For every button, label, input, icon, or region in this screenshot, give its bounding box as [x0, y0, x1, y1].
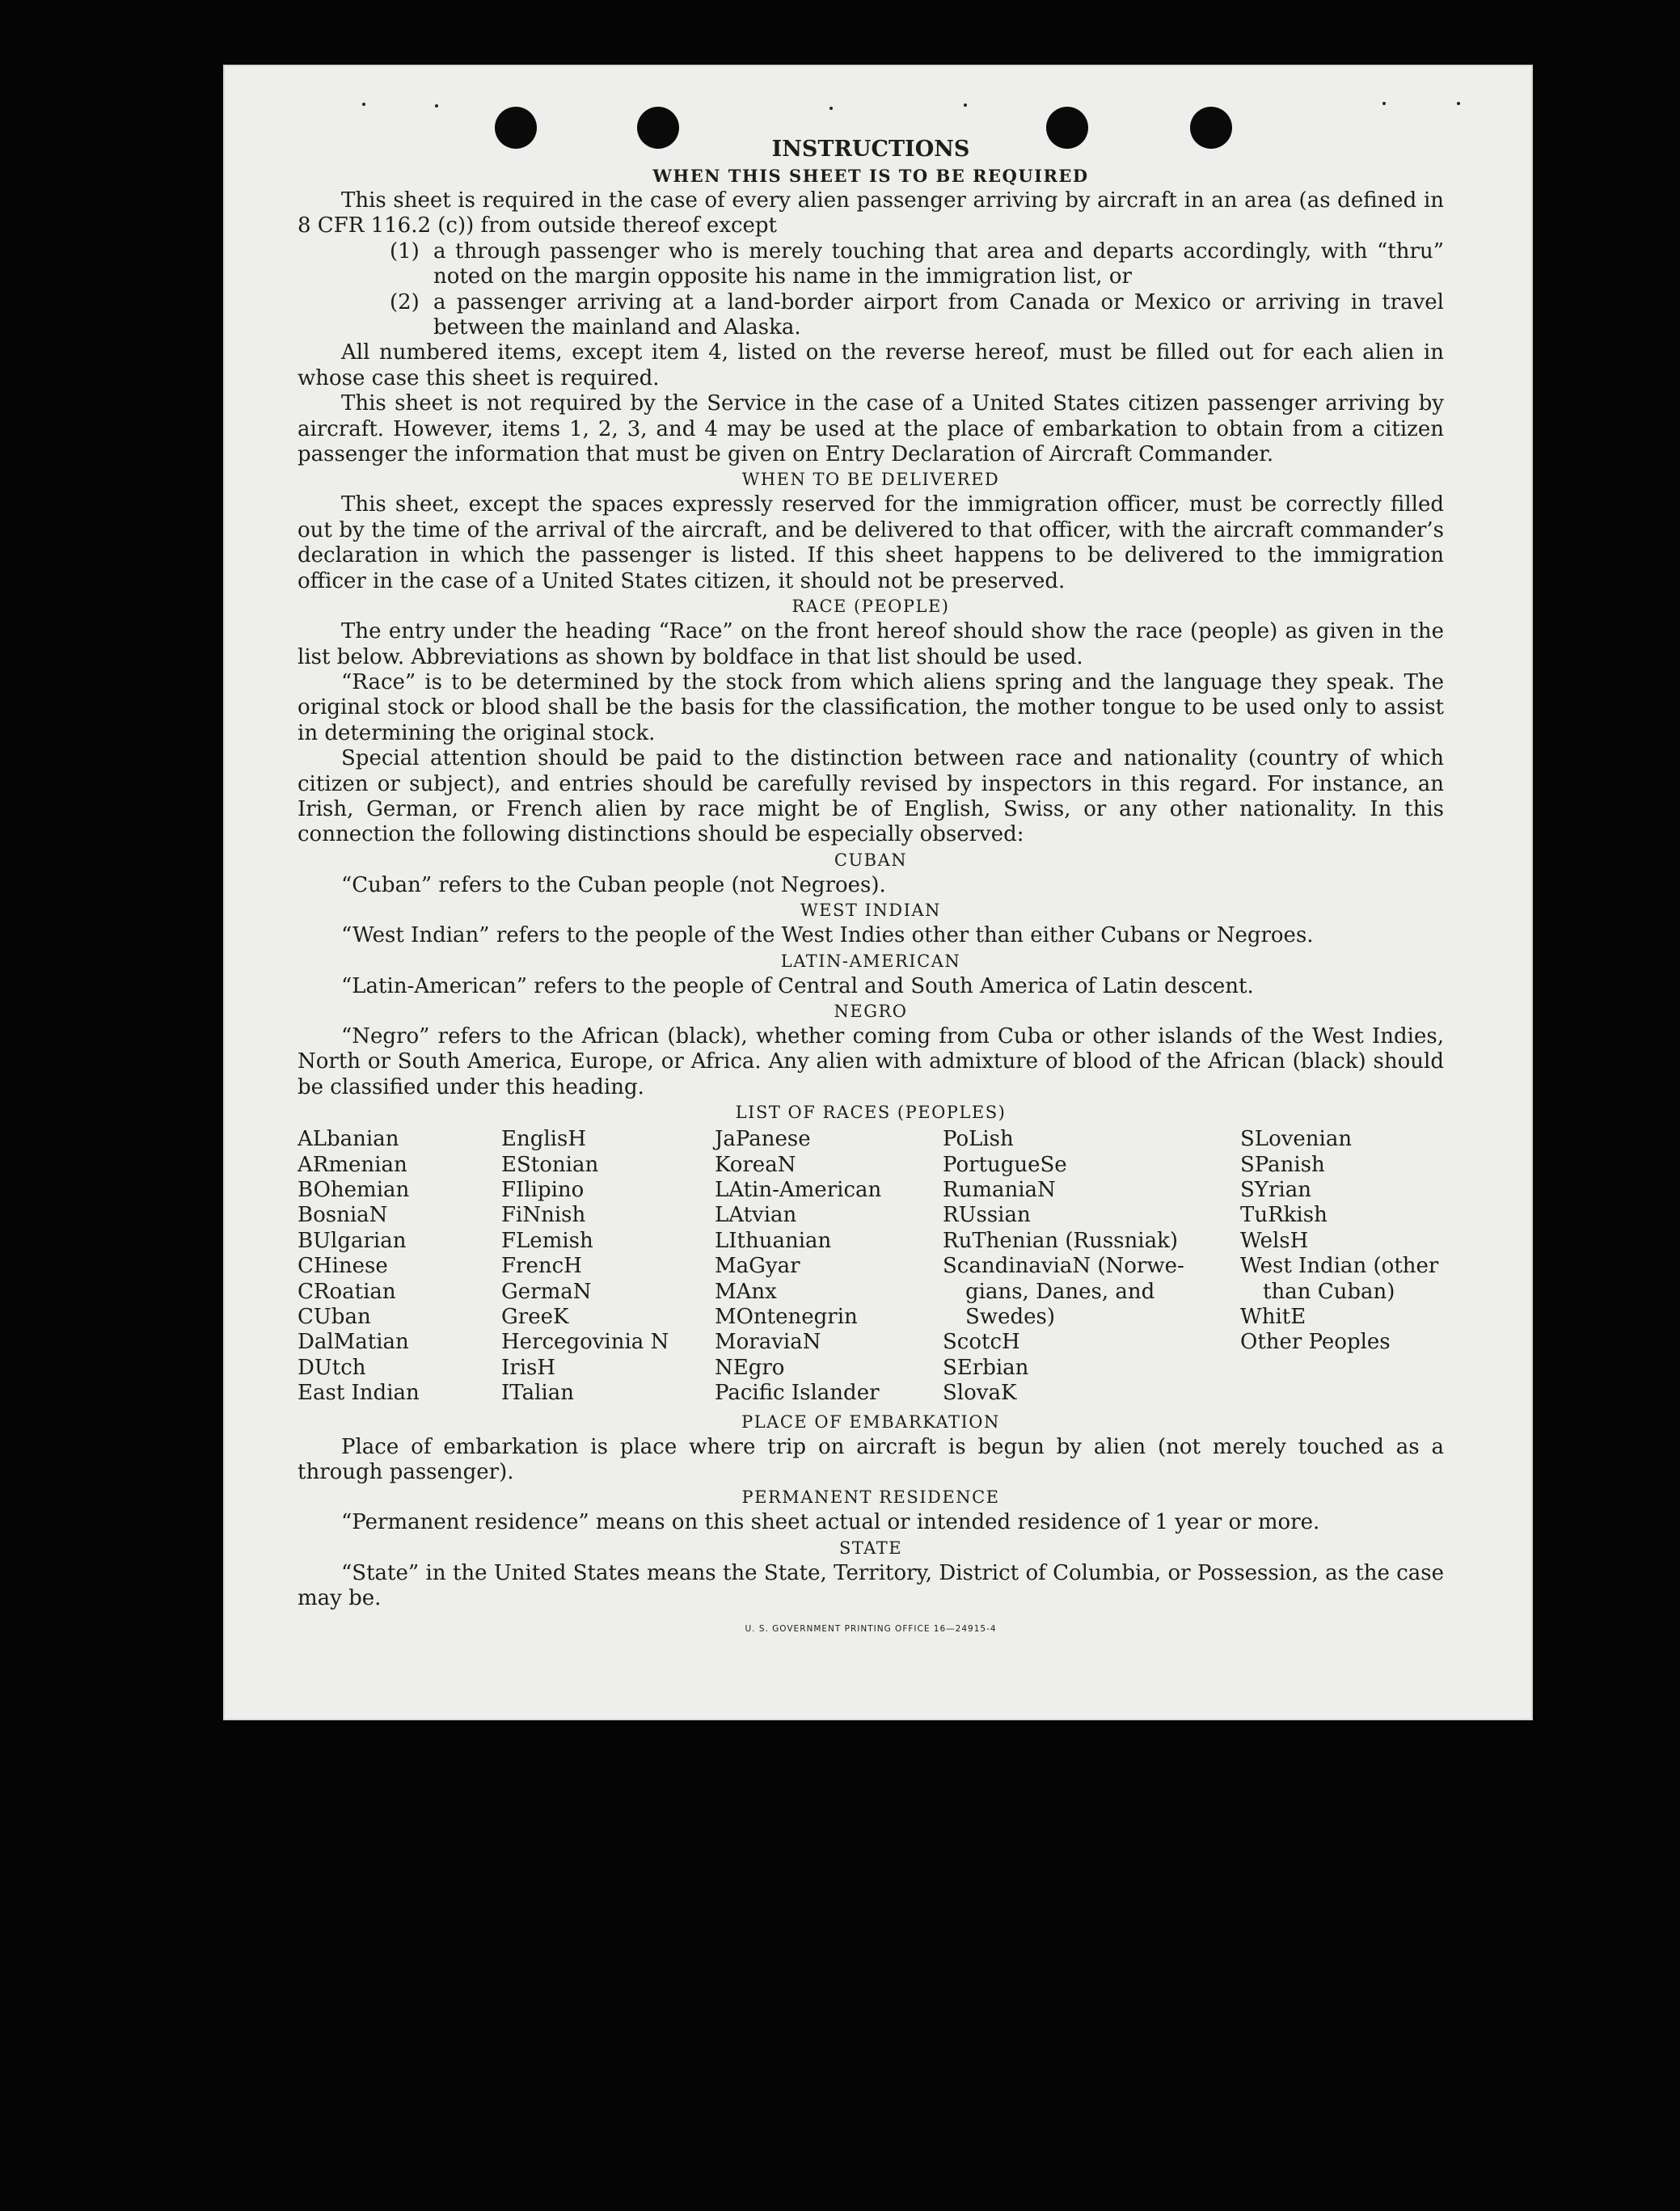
section-heading-latin-american: LATIN-AMERICAN — [780, 951, 961, 971]
race-entry: WelsH — [1240, 1228, 1309, 1253]
speck — [1457, 102, 1460, 105]
race-entry: MoraviaN — [715, 1330, 821, 1355]
races-column-3 — [715, 1127, 943, 1406]
speck — [435, 104, 438, 108]
section-heading-delivered: WHEN TO BE DELIVERED — [741, 470, 1000, 490]
list-text: a passenger arriving at a land-border airport from Canada or Mexico or arriving in travel between the mainland and Alaska. — [433, 289, 1444, 340]
race-entry: FLemish — [501, 1228, 593, 1253]
paragraph: “Race” is to be determined by the stock from which aliens spring and the language they speak. The original stock or blood shall be the basis for the classification, the mother tongue to be used only to assist in determining the original stock. — [298, 669, 1444, 745]
race-entry: MAnx — [715, 1279, 777, 1304]
paragraph: “Latin-American” refers to the people of Central and South America of Latin descent. — [341, 973, 1254, 998]
race-entry: BosniaN — [298, 1203, 388, 1228]
races-column-2 — [501, 1127, 715, 1406]
speck — [1382, 102, 1386, 105]
races-column-4 — [943, 1127, 1240, 1406]
section-heading-negro: NEGRO — [834, 1001, 908, 1021]
race-entry: Other Peoples — [1240, 1330, 1391, 1355]
race-entry-continued: Swedes) — [965, 1305, 1055, 1330]
race-entry: FrencH — [501, 1254, 582, 1279]
section-heading-embarkation: PLACE OF EMBARKATION — [741, 1411, 1000, 1432]
race-entry: ScandinaviaN (Norwe- — [943, 1254, 1184, 1279]
race-entry: CHinese — [298, 1254, 388, 1279]
race-entry: DalMatian — [298, 1330, 409, 1355]
race-entry: IrisH — [501, 1355, 556, 1380]
race-entry: PoLish — [943, 1127, 1014, 1152]
race-entry-continued: than Cuban) — [1263, 1279, 1395, 1304]
race-entry: SlovaK — [943, 1381, 1017, 1406]
race-entry: EStonian — [501, 1152, 599, 1177]
race-entry: EnglisH — [501, 1127, 587, 1152]
page-title: INSTRUCTIONS — [771, 137, 970, 162]
list-number: (1) — [390, 238, 420, 264]
paragraph: “Negro” refers to the African (black), whether coming from Cuba or other islands of the West Indies, North or South America, Europe, or Africa. Any alien with admixture of blood of the African (black) should be classified under this heading. — [298, 1023, 1444, 1099]
race-entry: FiNnish — [501, 1203, 586, 1228]
race-entry: ARmenian — [298, 1152, 407, 1177]
race-entry: BOhemian — [298, 1178, 410, 1202]
race-entry: KoreaN — [715, 1152, 796, 1177]
speck — [829, 107, 833, 110]
paragraph: This sheet is required in the case of every alien passenger arriving by aircraft in an area (as defined in 8 CFR 116.2 (c)) from outside thereof except — [298, 188, 1444, 238]
exceptions-list — [298, 239, 1444, 341]
race-entry: Hercegovinia N — [501, 1330, 669, 1355]
paragraph: This sheet is not required by the Service in the case of a United States citizen passenger arriving by aircraft. However, items 1, 2, 3, and 4 may be used at the place of embarkation to obtain from a citizen passenger the information that must be given on Entry Declaration of Aircraft Commander. — [298, 391, 1444, 467]
race-entry: West Indian (other — [1240, 1254, 1439, 1279]
race-entry: PortugueSe — [943, 1152, 1067, 1177]
race-entry: CUban — [298, 1305, 371, 1330]
race-entry: ITalian — [501, 1381, 574, 1406]
race-entry: WhitE — [1240, 1305, 1306, 1330]
race-entry: LIthuanian — [715, 1228, 832, 1253]
race-entry: SLovenian — [1240, 1127, 1353, 1152]
section-heading-required: WHEN THIS SHEET IS TO BE REQUIRED — [652, 166, 1089, 186]
race-entry: DUtch — [298, 1355, 366, 1380]
race-entry: SErbian — [943, 1355, 1029, 1380]
section-heading-state: STATE — [838, 1538, 903, 1558]
paragraph: “West Indian” refers to the people of the West Indies other than either Cubans or Negroes. — [341, 923, 1314, 948]
document-sheet — [223, 65, 1533, 1720]
paragraph: “Cuban” refers to the Cuban people (not Negroes). — [341, 872, 886, 897]
speck — [964, 103, 967, 107]
list-text: a through passenger who is merely touching that area and departs accordingly, with “thru” noted on the margin opposite his name in the immigration list, or — [433, 238, 1444, 289]
list-number: (2) — [390, 289, 420, 314]
race-entry: GermaN — [501, 1279, 592, 1304]
race-entry: MaGyar — [715, 1254, 800, 1279]
section-heading-cuban: CUBAN — [834, 850, 908, 870]
race-entry-continued: gians, Danes, and — [965, 1279, 1155, 1304]
race-entry: SYrian — [1240, 1178, 1311, 1202]
race-entry: ScotcH — [943, 1330, 1020, 1355]
section-heading-race: RACE (PEOPLE) — [791, 597, 950, 617]
paragraph: “Permanent residence” means on this sheet actual or intended residence of 1 year or more. — [341, 1510, 1320, 1535]
paragraph: All numbered items, except item 4, listed on the reverse hereof, must be filled out for each alien in whose case this sheet is required. — [298, 340, 1444, 390]
race-entry: JaPanese — [715, 1127, 811, 1152]
race-entry: RUssian — [943, 1203, 1031, 1228]
paragraph: The entry under the heading “Race” on the front hereof should show the race (people) as given in the list below. Abbreviations as shown by boldface in that list should be used. — [298, 619, 1444, 669]
race-entry: GreeK — [501, 1305, 569, 1330]
list-item — [390, 239, 1444, 290]
races-column-5 — [1240, 1127, 1444, 1406]
printer-imprint: U. S. GOVERNMENT PRINTING OFFICE 16—24915-4 — [745, 1623, 997, 1634]
document-content — [298, 136, 1444, 1642]
races-column-1 — [298, 1127, 501, 1406]
race-entry: FIlipino — [501, 1178, 585, 1202]
list-item — [390, 290, 1444, 341]
race-entry: BUlgarian — [298, 1228, 407, 1253]
race-entry: LAtvian — [715, 1203, 797, 1228]
race-entry: Pacific Islander — [715, 1381, 880, 1406]
race-entry: East Indian — [298, 1381, 420, 1406]
race-entry: MOntenegrin — [715, 1305, 858, 1330]
section-heading-races-list: LIST OF RACES (PEOPLES) — [735, 1103, 1007, 1123]
race-entry: RumaniaN — [943, 1178, 1056, 1202]
section-heading-west-indian: WEST INDIAN — [800, 901, 941, 921]
race-entry: ALbanian — [298, 1127, 399, 1152]
race-entry: SPanish — [1240, 1152, 1325, 1177]
race-entry: CRoatian — [298, 1279, 396, 1304]
speck — [362, 103, 365, 106]
paragraph: This sheet, except the spaces expressly reserved for the immigration officer, must be correctly filled out by the time of the arrival of the aircraft, and be delivered to that officer, with the aircraft commander’s declaration in which the passenger is listed. If this sheet happens to be delivered to the immigration officer in the case of a United States citizen, it should not be preserved. — [298, 492, 1444, 593]
paragraph: “State” in the United States means the State, Territory, District of Columbia, or Possession, as the case may be. — [298, 1560, 1444, 1611]
section-heading-residence: PERMANENT RESIDENCE — [741, 1487, 1000, 1508]
races-list — [298, 1127, 1444, 1406]
race-entry: TuRkish — [1240, 1203, 1328, 1228]
paragraph: Place of embarkation is place where trip on aircraft is begun by alien (not merely touched as a through passenger). — [298, 1434, 1444, 1485]
race-entry: NEgro — [715, 1355, 785, 1380]
paragraph: Special attention should be paid to the distinction between race and nationality (country of which citizen or subject), and entries should be carefully revised by inspectors in this regard. For instance, an Irish, German, or French alien by race might be of English, Swiss, or any other nationality. In this connection the following distinctions should be especially observed: — [298, 746, 1444, 847]
race-entry: LAtin-American — [715, 1178, 882, 1202]
race-entry: RuThenian (Russniak) — [943, 1228, 1178, 1253]
